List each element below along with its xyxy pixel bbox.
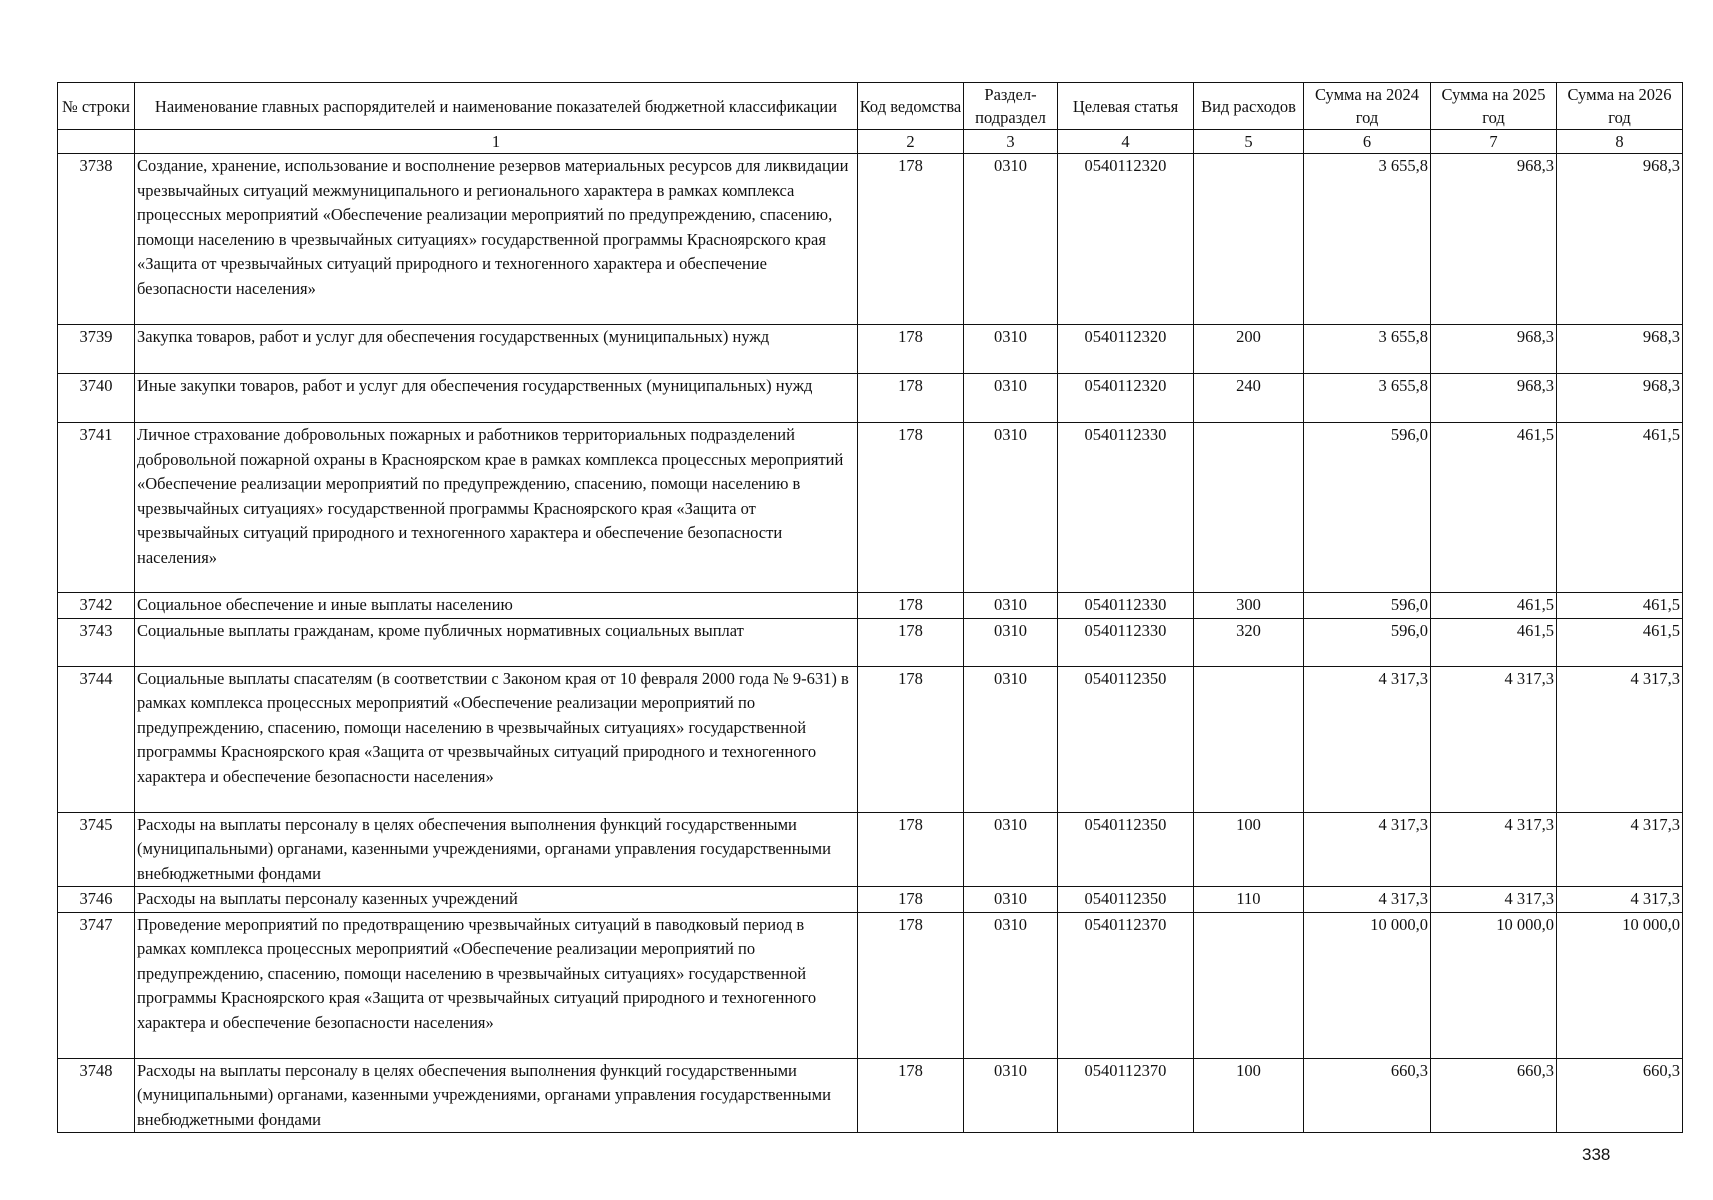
row-sum-2024: 4 317,3 [1304,666,1431,812]
row-target-article: 0540112320 [1058,325,1194,374]
row-name: Расходы на выплаты персоналу в целях обеспечения выполнения функций государственными (муниципальными) органами, казенными учреждениями, органами управления государственными внебюджетными фондами [135,812,858,887]
column-number-row [58,130,1683,154]
column-number: 8 [1557,130,1683,154]
row-target-article: 0540112350 [1058,666,1194,812]
row-sum-2025: 4 317,3 [1431,812,1557,887]
table-row [58,887,1683,913]
row-sum-2026: 968,3 [1557,374,1683,423]
row-sum-2026: 968,3 [1557,325,1683,374]
row-name: Социальное обеспечение и иные выплаты населению [135,593,858,619]
table-row [58,912,1683,1058]
table-row [58,325,1683,374]
row-number: 3738 [58,154,135,325]
row-section: 0310 [964,423,1058,593]
row-expense-kind: 110 [1194,887,1304,913]
row-department-code: 178 [858,912,964,1058]
row-sum-2026: 968,3 [1557,154,1683,325]
row-sum-2025: 968,3 [1431,154,1557,325]
row-sum-2026: 4 317,3 [1557,887,1683,913]
header-department-code: Код ведомства [858,83,964,130]
row-sum-2025: 968,3 [1431,325,1557,374]
row-department-code: 178 [858,812,964,887]
row-name: Расходы на выплаты персоналу в целях обеспечения выполнения функций государственными (муниципальными) органами, казенными учреждениями, органами управления государственными внебюджетными фондами [135,1058,858,1133]
row-sum-2026: 4 317,3 [1557,666,1683,812]
row-number: 3743 [58,618,135,666]
row-target-article: 0540112350 [1058,887,1194,913]
row-sum-2025: 4 317,3 [1431,887,1557,913]
table-row [58,423,1683,593]
row-number: 3741 [58,423,135,593]
row-expense-kind: 100 [1194,812,1304,887]
row-target-article: 0540112350 [1058,812,1194,887]
row-section: 0310 [964,912,1058,1058]
row-sum-2026: 4 317,3 [1557,812,1683,887]
row-sum-2025: 660,3 [1431,1058,1557,1133]
row-number: 3740 [58,374,135,423]
row-sum-2024: 596,0 [1304,593,1431,619]
row-target-article: 0540112370 [1058,912,1194,1058]
row-name: Иные закупки товаров, работ и услуг для обеспечения государственных (муниципальных) нужд [135,374,858,423]
header-row-number: № строки [58,83,135,130]
row-expense-kind [1194,912,1304,1058]
row-sum-2025: 461,5 [1431,618,1557,666]
table-header-row [58,83,1683,130]
table-row [58,1058,1683,1133]
row-department-code: 178 [858,1058,964,1133]
table-row [58,618,1683,666]
row-sum-2024: 4 317,3 [1304,887,1431,913]
row-sum-2025: 461,5 [1431,593,1557,619]
row-target-article: 0540112320 [1058,154,1194,325]
row-sum-2026: 10 000,0 [1557,912,1683,1058]
row-sum-2024: 3 655,8 [1304,374,1431,423]
header-sum-2024: Сумма на 2024 год [1304,83,1431,130]
row-section: 0310 [964,887,1058,913]
row-section: 0310 [964,812,1058,887]
row-number: 3739 [58,325,135,374]
row-number: 3746 [58,887,135,913]
row-department-code: 178 [858,154,964,325]
row-name: Социальные выплаты гражданам, кроме публичных нормативных социальных выплат [135,618,858,666]
row-department-code: 178 [858,618,964,666]
row-sum-2024: 596,0 [1304,618,1431,666]
row-expense-kind: 100 [1194,1058,1304,1133]
row-name: Закупка товаров, работ и услуг для обеспечения государственных (муниципальных) нужд [135,325,858,374]
header-name: Наименование главных распорядителей и наименование показателей бюджетной классификации [135,83,858,130]
row-section: 0310 [964,325,1058,374]
row-sum-2026: 660,3 [1557,1058,1683,1133]
row-sum-2024: 10 000,0 [1304,912,1431,1058]
row-name: Создание, хранение, использование и восполнение резервов материальных ресурсов для ликвидации чрезвычайных ситуаций межмуниципального и регионального характера в рамках комплекса процессных мероприятий «Обеспечение реализации мероприятий по предупреждению, спасению, помощи населению в чрезвычайных ситуациях» государственной программы Красноярского края «Защита от чрезвычайных ситуаций природного и техногенного характера и обеспечение безопасности населения» [135,154,858,325]
row-sum-2024: 3 655,8 [1304,154,1431,325]
page-number: 338 [1582,1145,1611,1164]
column-number: 2 [858,130,964,154]
row-sum-2026: 461,5 [1557,593,1683,619]
header-expense-kind: Вид расходов [1194,83,1304,130]
table-row [58,154,1683,325]
row-target-article: 0540112330 [1058,618,1194,666]
row-sum-2024: 596,0 [1304,423,1431,593]
row-number: 3742 [58,593,135,619]
row-sum-2025: 968,3 [1431,374,1557,423]
row-expense-kind: 320 [1194,618,1304,666]
row-sum-2025: 10 000,0 [1431,912,1557,1058]
row-expense-kind: 300 [1194,593,1304,619]
row-name: Личное страхование добровольных пожарных и работников территориальных подразделений добровольной пожарной охраны в Красноярском крае в рамках комплекса процессных мероприятий «Обеспечение реализации мероприятий по предупреждению, спасению, помощи населению в чрезвычайных ситуациях» государственной программы Красноярского края «Защита от чрезвычайных ситуаций природного и техногенного характера и обеспечение безопасности населения» [135,423,858,593]
row-sum-2024: 660,3 [1304,1058,1431,1133]
table-row [58,593,1683,619]
row-section: 0310 [964,154,1058,325]
row-sum-2026: 461,5 [1557,618,1683,666]
row-section: 0310 [964,374,1058,423]
row-department-code: 178 [858,593,964,619]
row-name: Социальные выплаты спасателям (в соответствии с Законом края от 10 февраля 2000 года № 9-631) в рамках комплекса процессных мероприятий «Обеспечение реализации мероприятий по предупреждению, спасению, помощи населению в чрезвычайных ситуациях» государственной программы Красноярского края «Защита от чрезвычайных ситуаций природного и техногенного характера и обеспечение безопасности населения» [135,666,858,812]
column-number: 1 [135,130,858,154]
header-sum-2025: Сумма на 2025 год [1431,83,1557,130]
header-target-article: Целевая статья [1058,83,1194,130]
column-number: 6 [1304,130,1431,154]
row-sum-2026: 461,5 [1557,423,1683,593]
column-number: 7 [1431,130,1557,154]
row-section: 0310 [964,593,1058,619]
row-number: 3745 [58,812,135,887]
row-sum-2025: 4 317,3 [1431,666,1557,812]
row-target-article: 0540112330 [1058,423,1194,593]
row-expense-kind [1194,666,1304,812]
column-number: 3 [964,130,1058,154]
column-number: 5 [1194,130,1304,154]
table-row [58,812,1683,887]
column-number: 4 [1058,130,1194,154]
row-section: 0310 [964,666,1058,812]
row-expense-kind: 240 [1194,374,1304,423]
row-section: 0310 [964,618,1058,666]
table-row [58,374,1683,423]
budget-table [57,82,1683,1133]
row-number: 3747 [58,912,135,1058]
row-number: 3744 [58,666,135,812]
header-sum-2026: Сумма на 2026 год [1557,83,1683,130]
row-target-article: 0540112370 [1058,1058,1194,1133]
row-department-code: 178 [858,374,964,423]
row-target-article: 0540112320 [1058,374,1194,423]
row-department-code: 178 [858,887,964,913]
row-sum-2025: 461,5 [1431,423,1557,593]
row-name: Расходы на выплаты персоналу казенных учреждений [135,887,858,913]
row-department-code: 178 [858,325,964,374]
row-expense-kind [1194,423,1304,593]
row-sum-2024: 3 655,8 [1304,325,1431,374]
row-sum-2024: 4 317,3 [1304,812,1431,887]
header-section: Раздел-подраздел [964,83,1058,130]
row-target-article: 0540112330 [1058,593,1194,619]
column-number [58,130,135,154]
row-department-code: 178 [858,666,964,812]
table-row [58,666,1683,812]
row-expense-kind: 200 [1194,325,1304,374]
row-expense-kind [1194,154,1304,325]
row-number: 3748 [58,1058,135,1133]
row-section: 0310 [964,1058,1058,1133]
row-department-code: 178 [858,423,964,593]
row-name: Проведение мероприятий по предотвращению чрезвычайных ситуаций в паводковый период в рамках комплекса процессных мероприятий «Обеспечение реализации мероприятий по предупреждению, спасению, помощи населению в чрезвычайных ситуациях» государственной программы Красноярского края «Защита от чрезвычайных ситуаций природного и техногенного характера и обеспечение безопасности населения» [135,912,858,1058]
